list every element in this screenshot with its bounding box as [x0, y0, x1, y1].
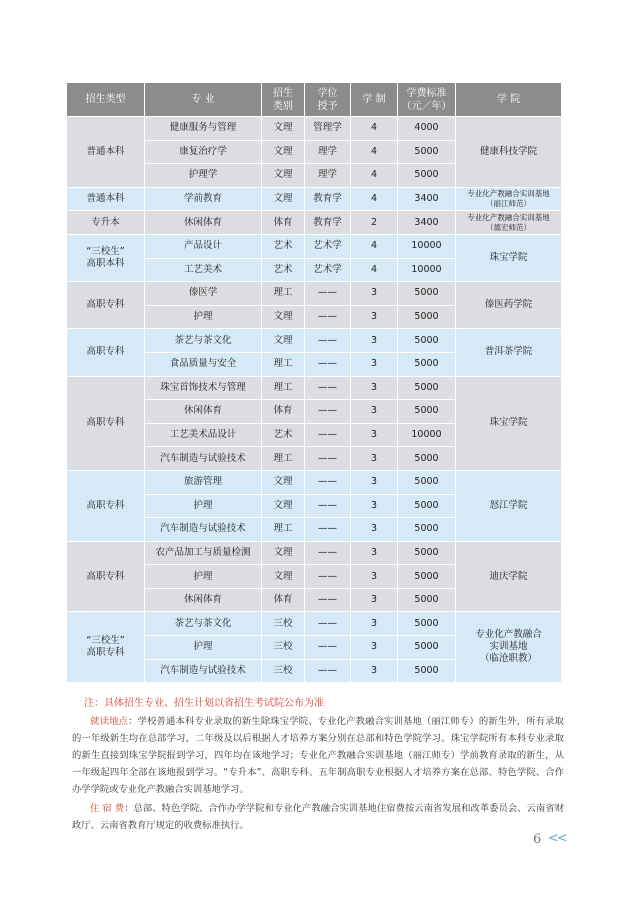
cell-category: 艺术	[262, 234, 305, 258]
cell-years: 3	[351, 636, 398, 660]
cell-years: 3	[351, 352, 398, 376]
cell-category: 体育	[262, 588, 305, 612]
cell-degree: ——	[305, 376, 351, 400]
cell-degree: ——	[305, 329, 351, 353]
cell-category: 文理	[262, 117, 305, 141]
cell-degree: 艺术学	[305, 258, 351, 282]
cell-category: 艺术	[262, 258, 305, 282]
cell-years: 3	[351, 541, 398, 565]
cell-degree: 理学	[305, 140, 351, 164]
cell-fee: 5000	[398, 447, 456, 471]
cell-major: 护理	[145, 305, 262, 329]
cell-degree: ——	[305, 518, 351, 542]
cell-college: 健康科技学院	[456, 117, 562, 188]
table-row	[67, 234, 562, 258]
cell-years: 3	[351, 447, 398, 471]
cell-college: 珠宝学院	[456, 376, 562, 470]
cell-degree: 艺术学	[305, 234, 351, 258]
cell-fee: 5000	[398, 164, 456, 188]
cell-fee: 5000	[398, 612, 456, 636]
cell-fee: 5000	[398, 376, 456, 400]
table-row	[67, 282, 562, 306]
cell-enroll-type: 高职专科	[67, 329, 145, 376]
cell-category: 艺术	[262, 423, 305, 447]
cell-years: 3	[351, 612, 398, 636]
cell-degree: 教育学	[305, 187, 351, 211]
header-years: 学 制	[351, 83, 398, 117]
cell-degree: ——	[305, 282, 351, 306]
cell-category: 文理	[262, 329, 305, 353]
cell-major: 康复治疗学	[145, 140, 262, 164]
cell-major: 珠宝首饰技术与管理	[145, 376, 262, 400]
cell-fee: 5000	[398, 636, 456, 660]
cell-degree: ——	[305, 659, 351, 683]
cell-fee: 5000	[398, 329, 456, 353]
cell-years: 3	[351, 565, 398, 589]
cell-category: 三校	[262, 659, 305, 683]
cell-degree: ——	[305, 612, 351, 636]
cell-enroll-type: “三校生” 高职专科	[67, 612, 145, 683]
cell-fee: 5000	[398, 352, 456, 376]
cell-degree: ——	[305, 541, 351, 565]
cell-years: 3	[351, 518, 398, 542]
accommodation-paragraph	[72, 800, 564, 834]
cell-category: 体育	[262, 400, 305, 424]
cell-degree: 教育学	[305, 211, 351, 235]
cell-category: 理工	[262, 447, 305, 471]
cell-degree: ——	[305, 470, 351, 494]
cell-college: 专业化产教融合实训基地 （丽江师范）	[456, 187, 562, 211]
cell-college: 迪庆学院	[456, 541, 562, 612]
cell-degree: ——	[305, 423, 351, 447]
page-arrow-icon: <<	[548, 831, 566, 846]
cell-degree: 理学	[305, 164, 351, 188]
cell-category: 文理	[262, 187, 305, 211]
table-row	[67, 117, 562, 141]
cell-category: 文理	[262, 140, 305, 164]
study-location-paragraph	[72, 713, 564, 798]
cell-fee: 5000	[398, 659, 456, 683]
cell-category: 文理	[262, 494, 305, 518]
header-fee: 学费标准 （元／年）	[398, 83, 456, 117]
cell-major: 休闲体育	[145, 211, 262, 235]
cell-major: 工艺美术品设计	[145, 423, 262, 447]
cell-years: 4	[351, 164, 398, 188]
accommodation-label: 住 宿 费	[90, 803, 125, 814]
cell-years: 4	[351, 117, 398, 141]
cell-fee: 5000	[398, 541, 456, 565]
cell-years: 3	[351, 400, 398, 424]
cell-category: 体育	[262, 211, 305, 235]
cell-fee: 5000	[398, 565, 456, 589]
cell-years: 4	[351, 187, 398, 211]
cell-fee: 5000	[398, 588, 456, 612]
cell-degree: ——	[305, 447, 351, 471]
cell-years: 4	[351, 140, 398, 164]
header-major: 专 业	[145, 83, 262, 117]
cell-major: 护理	[145, 636, 262, 660]
cell-major: 汽车制造与试验技术	[145, 659, 262, 683]
cell-major: 汽车制造与试验技术	[145, 518, 262, 542]
cell-fee: 10000	[398, 258, 456, 282]
cell-category: 理工	[262, 518, 305, 542]
cell-category: 文理	[262, 565, 305, 589]
cell-category: 文理	[262, 305, 305, 329]
cell-college: 怒江学院	[456, 470, 562, 541]
cell-college: 傣医药学院	[456, 282, 562, 329]
table-row	[67, 470, 562, 494]
cell-category: 文理	[262, 541, 305, 565]
cell-years: 3	[351, 494, 398, 518]
cell-years: 3	[351, 423, 398, 447]
cell-years: 3	[351, 588, 398, 612]
study-location-text: ：学校普通本科专业录取的新生除珠宝学院、专业化产教融合实训基地（丽江师专）的新生外，所有录取的一年级新生均在总部学习，二年级及以后根据人才培养方案分别在总部和特色学院学习。珠宝学院所有本科专业录取的新生直接到珠宝学院报到学习，四年均在该地学习；专业化产教融合实训基地（丽江师专）学前教育录取的新生，从一年级起四年全部在该地报到学习。“专升本”、高职专科、五年制高职专业根据人才培养方案在总部、特色学院、合作办学学院或专业化产教融合实训基地学习。	[72, 716, 564, 795]
cell-fee: 5000	[398, 400, 456, 424]
cell-major: 旅游管理	[145, 470, 262, 494]
study-location-label: 就读地点	[90, 716, 129, 727]
enrollment-table	[66, 82, 562, 683]
cell-college: 普洱茶学院	[456, 329, 562, 376]
header-type: 招生类型	[67, 83, 145, 117]
header-degree: 学位 授予	[305, 83, 351, 117]
cell-major: 食品质量与安全	[145, 352, 262, 376]
table-body	[67, 117, 562, 683]
cell-fee: 5000	[398, 282, 456, 306]
cell-category: 理工	[262, 352, 305, 376]
cell-degree: ——	[305, 494, 351, 518]
cell-category: 理工	[262, 376, 305, 400]
cell-college: 专业化产教融合 实训基地 （临沧职教）	[456, 612, 562, 683]
cell-enroll-type: 高职专科	[67, 541, 145, 612]
cell-fee: 3400	[398, 187, 456, 211]
cell-major: 健康服务与管理	[145, 117, 262, 141]
cell-fee: 5000	[398, 494, 456, 518]
cell-major: 农产品加工与质量检测	[145, 541, 262, 565]
cell-degree: ——	[305, 305, 351, 329]
cell-fee: 3400	[398, 211, 456, 235]
cell-category: 理工	[262, 282, 305, 306]
cell-enroll-type: 高职专科	[67, 470, 145, 541]
cell-fee: 5000	[398, 470, 456, 494]
cell-category: 三校	[262, 612, 305, 636]
cell-fee: 5000	[398, 518, 456, 542]
cell-years: 4	[351, 258, 398, 282]
cell-major: 产品设计	[145, 234, 262, 258]
cell-major: 护理学	[145, 164, 262, 188]
cell-enroll-type: 高职专科	[67, 376, 145, 470]
cell-years: 3	[351, 329, 398, 353]
header-college: 学 院	[456, 83, 562, 117]
cell-major: 傣医学	[145, 282, 262, 306]
cell-enroll-type: 专升本	[67, 211, 145, 235]
cell-years: 3	[351, 470, 398, 494]
table-row	[67, 329, 562, 353]
cell-major: 汽车制造与试验技术	[145, 447, 262, 471]
cell-college: 珠宝学院	[456, 234, 562, 281]
page-number: 6	[533, 832, 542, 847]
cell-fee: 10000	[398, 423, 456, 447]
cell-category: 文理	[262, 470, 305, 494]
cell-enroll-type: 普通本科	[67, 117, 145, 188]
cell-category: 三校	[262, 636, 305, 660]
header-category: 招生 类别	[262, 83, 305, 117]
cell-major: 茶艺与茶文化	[145, 612, 262, 636]
cell-degree: ——	[305, 400, 351, 424]
cell-fee: 5000	[398, 305, 456, 329]
cell-years: 3	[351, 282, 398, 306]
cell-degree: ——	[305, 565, 351, 589]
cell-years: 3	[351, 305, 398, 329]
cell-major: 休闲体育	[145, 588, 262, 612]
table-row	[67, 376, 562, 400]
cell-years: 2	[351, 211, 398, 235]
cell-major: 护理	[145, 494, 262, 518]
note-text: 注：具体招生专业、招生计划以省招生考试院公布为准	[84, 698, 324, 709]
cell-major: 休闲体育	[145, 400, 262, 424]
cell-major: 学前教育	[145, 187, 262, 211]
cell-fee: 10000	[398, 234, 456, 258]
cell-degree: ——	[305, 352, 351, 376]
cell-major: 护理	[145, 565, 262, 589]
table-row	[67, 187, 562, 211]
cell-degree: ——	[305, 588, 351, 612]
accommodation-text: ：总部、特色学院、合作办学学院和专业化产教融合实训基地住宿费按云南省发展和改革委员会、云南省财政厅、云南省教育厅规定的收费标准执行。	[72, 803, 564, 831]
cell-enroll-type: 普通本科	[67, 187, 145, 211]
cell-degree: 管理学	[305, 117, 351, 141]
table-row	[67, 612, 562, 636]
cell-years: 3	[351, 376, 398, 400]
cell-category: 文理	[262, 164, 305, 188]
cell-fee: 4000	[398, 117, 456, 141]
cell-years: 4	[351, 234, 398, 258]
cell-degree: ——	[305, 636, 351, 660]
cell-major: 工艺美术	[145, 258, 262, 282]
table-row	[67, 211, 562, 235]
cell-college: 专业化产教融合实训基地 （德宏师范）	[456, 211, 562, 235]
cell-enroll-type: 高职专科	[67, 282, 145, 329]
cell-years: 3	[351, 659, 398, 683]
cell-major: 茶艺与茶文化	[145, 329, 262, 353]
cell-enroll-type: “三校生” 高职本科	[67, 234, 145, 281]
cell-fee: 5000	[398, 140, 456, 164]
table-header-row	[67, 83, 562, 117]
table-row	[67, 541, 562, 565]
